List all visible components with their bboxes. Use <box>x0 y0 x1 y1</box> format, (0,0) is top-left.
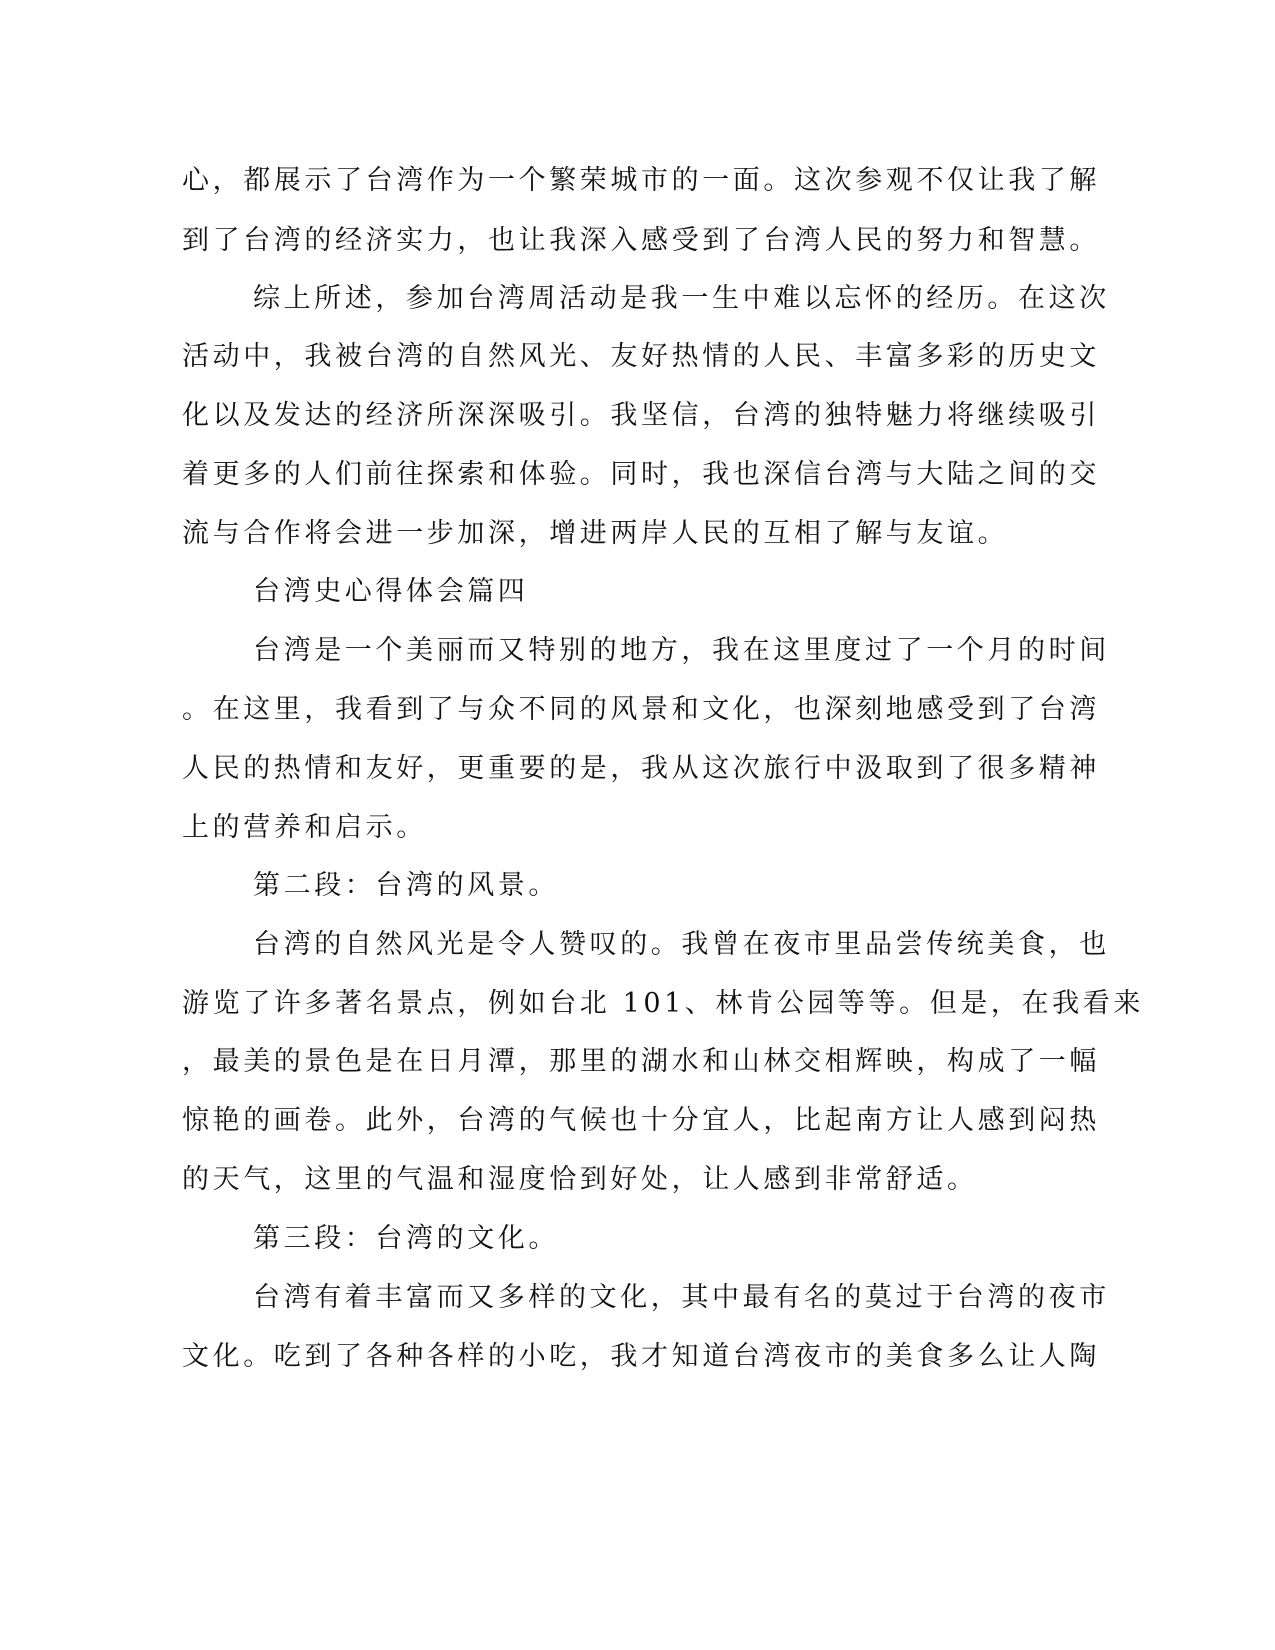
text-line: 到了台湾的经济实力，也让我深入感受到了台湾人民的努力和智慧。 <box>182 225 1100 256</box>
text-line: 的天气，这里的气温和湿度恰到好处，让人感到非常舒适。 <box>182 1164 978 1195</box>
paragraph-start: 台湾的自然风光是令人赞叹的。我曾在夜市里品尝传统美食，也 <box>253 929 1110 960</box>
paragraph-start: 综上所述，参加台湾周活动是我一生中难以忘怀的经历。在这次 <box>253 283 1110 314</box>
section-heading: 第二段：台湾的风景。 <box>253 870 559 901</box>
text-line: ，最美的景色是在日月潭，那里的湖水和山林交相辉映，构成了一幅 <box>182 1046 1100 1077</box>
paragraph-start: 台湾是一个美丽而又特别的地方，我在这里度过了一个月的时间 <box>253 635 1110 666</box>
text-line: 心，都展示了台湾作为一个繁荣城市的一面。这次参观不仅让我了解 <box>182 165 1100 196</box>
text-line: 惊艳的画卷。此外，台湾的气候也十分宜人，比起南方让人感到闷热 <box>182 1105 1100 1136</box>
text-line: 化以及发达的经济所深深吸引。我坚信，台湾的独特魅力将继续吸引 <box>182 400 1100 431</box>
text-line: 上的营养和启示。 <box>182 812 427 843</box>
text-line: 活动中，我被台湾的自然风光、友好热情的人民、丰富多彩的历史文 <box>182 341 1100 372</box>
text-line: 着更多的人们前往探索和体验。同时，我也深信台湾与大陆之间的交 <box>182 459 1100 490</box>
text-line: 文化。吃到了各种各样的小吃，我才知道台湾夜市的美食多么让人陶 <box>182 1341 1100 1372</box>
text-line: 游览了许多著名景点，例如台北 101、林肯公园等等。但是，在我看来 <box>182 988 1144 1019</box>
text-line: 。在这里，我看到了与众不同的风景和文化，也深刻地感受到了台湾 <box>182 694 1100 725</box>
text-line: 流与合作将会进一步加深，增进两岸人民的互相了解与友谊。 <box>182 518 1009 549</box>
paragraph-start: 台湾有着丰富而又多样的文化，其中最有名的莫过于台湾的夜市 <box>253 1282 1110 1313</box>
section-heading: 台湾史心得体会篇四 <box>253 576 529 607</box>
section-heading: 第三段：台湾的文化。 <box>253 1223 559 1254</box>
text-line: 人民的热情和友好，更重要的是，我从这次旅行中汲取到了很多精神 <box>182 753 1100 784</box>
